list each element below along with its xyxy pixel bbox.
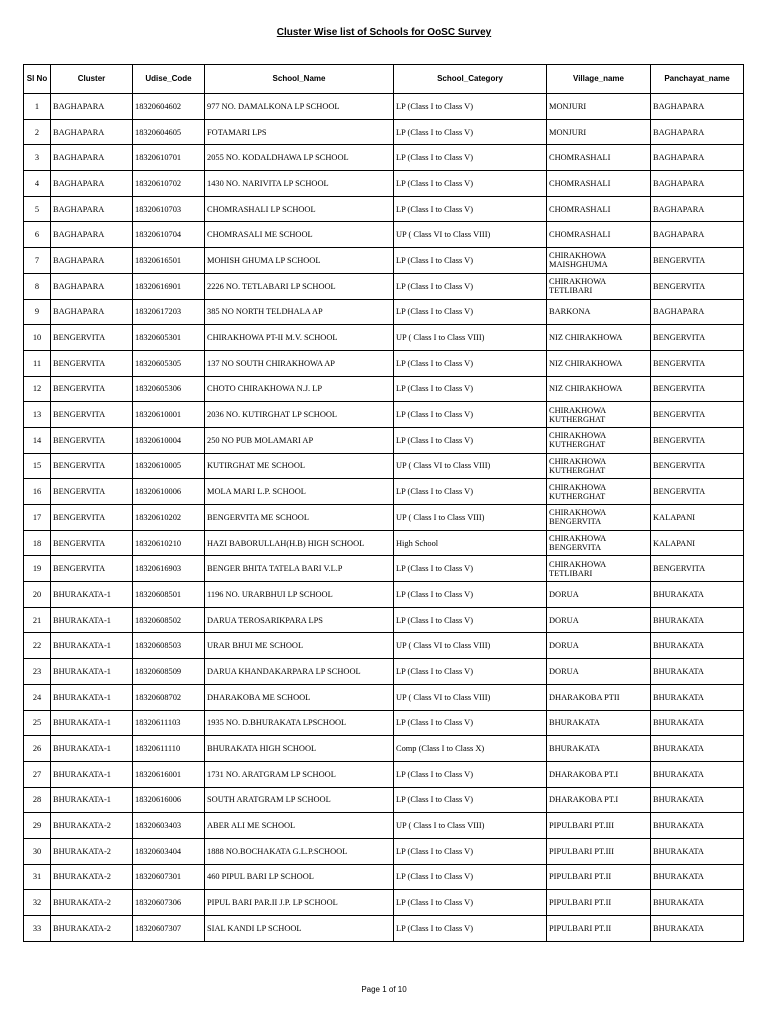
cell-school-category: UP ( Class I to Class VIII) (394, 505, 547, 531)
cell-cluster: BHURAKATA-1 (51, 607, 133, 633)
cell-school-category: LP (Class I to Class V) (394, 582, 547, 608)
cell-cluster: BHURAKATA-2 (51, 916, 133, 942)
cell-school-name: ABER ALI ME SCHOOL (205, 813, 394, 839)
cell-school-name: 1888 NO.BOCHAKATA G.L.P.SCHOOL (205, 838, 394, 864)
cell-sl-no: 13 (24, 402, 51, 428)
cell-panchayat-name: BAGHAPARA (651, 145, 744, 171)
cell-school-category: LP (Class I to Class V) (394, 761, 547, 787)
cell-cluster: BAGHAPARA (51, 145, 133, 171)
cell-school-category: LP (Class I to Class V) (394, 607, 547, 633)
cell-school-category: LP (Class I to Class V) (394, 196, 547, 222)
cell-udise-code: 18320610005 (133, 453, 205, 479)
cell-school-name: 137 NO SOUTH CHIRAKHOWA AP (205, 350, 394, 376)
cell-udise-code: 18320608509 (133, 659, 205, 685)
cell-sl-no: 14 (24, 427, 51, 453)
cell-panchayat-name: BENGERVITA (651, 427, 744, 453)
cell-school-category: LP (Class I to Class V) (394, 119, 547, 145)
cell-sl-no: 21 (24, 607, 51, 633)
cell-cluster: BHURAKATA-1 (51, 633, 133, 659)
cell-udise-code: 18320607307 (133, 916, 205, 942)
table-row (24, 248, 744, 274)
cell-udise-code: 18320616006 (133, 787, 205, 813)
cell-school-name: URAR BHUI ME SCHOOL (205, 633, 394, 659)
cell-panchayat-name: BHURAKATA (651, 582, 744, 608)
cell-school-name: 2055 NO. KODALDHAWA LP SCHOOL (205, 145, 394, 171)
document-title: Cluster Wise list of Schools for OoSC Survey (276, 27, 492, 38)
table-row (24, 119, 744, 145)
cell-sl-no: 32 (24, 890, 51, 916)
cell-panchayat-name: BHURAKATA (651, 761, 744, 787)
cell-cluster: BAGHAPARA (51, 94, 133, 120)
cell-school-name: KUTIRGHAT ME SCHOOL (205, 453, 394, 479)
cell-cluster: BAGHAPARA (51, 222, 133, 248)
cell-sl-no: 25 (24, 710, 51, 736)
cell-school-category: LP (Class I to Class V) (394, 350, 547, 376)
cell-udise-code: 18320616001 (133, 761, 205, 787)
cell-udise-code: 18320610704 (133, 222, 205, 248)
cell-village-name: NIZ CHIRAKHOWA (547, 376, 651, 402)
cell-panchayat-name: BENGERVITA (651, 402, 744, 428)
cell-school-name: 1196 NO. URARBHUI LP SCHOOL (205, 582, 394, 608)
table-row (24, 530, 744, 556)
cell-school-category: LP (Class I to Class V) (394, 376, 547, 402)
table-body (24, 94, 744, 942)
cell-village-name: CHIRAKHOWA MAISHGHUMA (547, 248, 651, 274)
cell-cluster: BENGERVITA (51, 325, 133, 351)
cell-panchayat-name: BHURAKATA (651, 659, 744, 685)
table-row (24, 813, 744, 839)
table-row (24, 402, 744, 428)
cell-village-name: MONJURI (547, 94, 651, 120)
cell-sl-no: 31 (24, 864, 51, 890)
header-cluster: Cluster (51, 65, 133, 94)
cell-panchayat-name: BENGERVITA (651, 453, 744, 479)
cell-sl-no: 26 (24, 736, 51, 762)
cell-school-name: 2036 NO. KUTIRGHAT LP SCHOOL (205, 402, 394, 428)
cell-panchayat-name: BHURAKATA (651, 838, 744, 864)
cell-sl-no: 12 (24, 376, 51, 402)
cell-school-category: LP (Class I to Class V) (394, 299, 547, 325)
cell-cluster: BHURAKATA-1 (51, 761, 133, 787)
cell-village-name: PIPULBARI PT.III (547, 813, 651, 839)
table-row (24, 299, 744, 325)
cell-sl-no: 6 (24, 222, 51, 248)
cell-udise-code: 18320608501 (133, 582, 205, 608)
cell-school-category: LP (Class I to Class V) (394, 890, 547, 916)
cell-cluster: BHURAKATA-2 (51, 864, 133, 890)
cell-school-name: SIAL KANDI LP SCHOOL (205, 916, 394, 942)
cell-cluster: BHURAKATA-1 (51, 710, 133, 736)
cell-school-category: UP ( Class I to Class VIII) (394, 813, 547, 839)
cell-udise-code: 18320610004 (133, 427, 205, 453)
cell-udise-code: 18320608702 (133, 684, 205, 710)
cell-sl-no: 4 (24, 171, 51, 197)
cell-panchayat-name: BHURAKATA (651, 607, 744, 633)
header-school-name: School_Name (205, 65, 394, 94)
cell-school-category: UP ( Class VI to Class VIII) (394, 453, 547, 479)
cell-udise-code: 18320610210 (133, 530, 205, 556)
cell-sl-no: 22 (24, 633, 51, 659)
cell-sl-no: 29 (24, 813, 51, 839)
cell-udise-code: 18320616901 (133, 273, 205, 299)
cell-village-name: DORUA (547, 582, 651, 608)
cell-village-name: CHOMRASHALI (547, 145, 651, 171)
cell-cluster: BHURAKATA-2 (51, 890, 133, 916)
cell-school-category: Comp (Class I to Class X) (394, 736, 547, 762)
table-row (24, 761, 744, 787)
table-row (24, 838, 744, 864)
cell-panchayat-name: BHURAKATA (651, 787, 744, 813)
cell-school-category: LP (Class I to Class V) (394, 659, 547, 685)
cell-cluster: BAGHAPARA (51, 196, 133, 222)
cell-sl-no: 27 (24, 761, 51, 787)
table-row (24, 505, 744, 531)
table-row (24, 479, 744, 505)
cell-village-name: PIPULBARI PT.II (547, 916, 651, 942)
cell-panchayat-name: KALAPANI (651, 530, 744, 556)
table-row (24, 633, 744, 659)
cell-udise-code: 18320608502 (133, 607, 205, 633)
cell-sl-no: 19 (24, 556, 51, 582)
cell-school-name: 2226 NO. TETLABARI LP SCHOOL (205, 273, 394, 299)
cell-panchayat-name: KALAPANI (651, 505, 744, 531)
cell-school-category: LP (Class I to Class V) (394, 248, 547, 274)
cell-school-category: UP ( Class VI to Class VIII) (394, 633, 547, 659)
cell-udise-code: 18320604602 (133, 94, 205, 120)
cell-village-name: NIZ CHIRAKHOWA (547, 350, 651, 376)
cell-village-name: DHARAKOBA PT.I (547, 787, 651, 813)
cell-school-name: PIPUL BARI PAR.II J.P. LP SCHOOL (205, 890, 394, 916)
cell-sl-no: 15 (24, 453, 51, 479)
cell-school-name: 1935 NO. D.BHURAKATA LPSCHOOL (205, 710, 394, 736)
cell-school-category: LP (Class I to Class V) (394, 916, 547, 942)
cell-village-name: CHIRAKHOWA KUTHERGHAT (547, 453, 651, 479)
cell-school-name: 1430 NO. NARIVITA LP SCHOOL (205, 171, 394, 197)
cell-school-name: 977 NO. DAMALKONA LP SCHOOL (205, 94, 394, 120)
cell-school-name: CHIRAKHOWA PT-II M.V. SCHOOL (205, 325, 394, 351)
cell-school-category: LP (Class I to Class V) (394, 171, 547, 197)
cell-panchayat-name: BENGERVITA (651, 248, 744, 274)
cell-sl-no: 28 (24, 787, 51, 813)
cell-school-name: HAZI BABORULLAH(H.B) HIGH SCHOOL (205, 530, 394, 556)
cell-udise-code: 18320603404 (133, 838, 205, 864)
cell-school-name: DHARAKOBA ME SCHOOL (205, 684, 394, 710)
cell-village-name: MONJURI (547, 119, 651, 145)
cell-sl-no: 2 (24, 119, 51, 145)
cell-panchayat-name: BENGERVITA (651, 273, 744, 299)
cell-panchayat-name: BHURAKATA (651, 916, 744, 942)
cell-cluster: BENGERVITA (51, 453, 133, 479)
cell-school-category: LP (Class I to Class V) (394, 94, 547, 120)
cell-panchayat-name: BHURAKATA (651, 633, 744, 659)
cell-sl-no: 5 (24, 196, 51, 222)
cell-cluster: BAGHAPARA (51, 273, 133, 299)
cell-village-name: CHOMRASHALI (547, 222, 651, 248)
cell-school-category: LP (Class I to Class V) (394, 402, 547, 428)
table-row (24, 556, 744, 582)
cell-udise-code: 18320610202 (133, 505, 205, 531)
cell-cluster: BAGHAPARA (51, 171, 133, 197)
cell-village-name: DHARAKOBA PTII (547, 684, 651, 710)
cell-panchayat-name: BAGHAPARA (651, 196, 744, 222)
cell-village-name: PIPULBARI PT.III (547, 838, 651, 864)
cell-school-name: 385 NO NORTH TELDHALA AP (205, 299, 394, 325)
table-row (24, 787, 744, 813)
cell-village-name: NIZ CHIRAKHOWA (547, 325, 651, 351)
cell-panchayat-name: BHURAKATA (651, 684, 744, 710)
cell-panchayat-name: BENGERVITA (651, 325, 744, 351)
cell-udise-code: 18320604605 (133, 119, 205, 145)
table-row (24, 659, 744, 685)
cell-cluster: BHURAKATA-2 (51, 838, 133, 864)
cell-udise-code: 18320610702 (133, 171, 205, 197)
cell-school-category: LP (Class I to Class V) (394, 710, 547, 736)
table-row (24, 273, 744, 299)
schools-table (23, 64, 744, 942)
page-number: Page 1 of 10 (361, 985, 407, 994)
cell-sl-no: 23 (24, 659, 51, 685)
cell-udise-code: 18320616501 (133, 248, 205, 274)
cell-school-category: LP (Class I to Class V) (394, 787, 547, 813)
cell-panchayat-name: BAGHAPARA (651, 222, 744, 248)
cell-school-category: UP ( Class VI to Class VIII) (394, 684, 547, 710)
cell-school-name: MOLA MARI L.P. SCHOOL (205, 479, 394, 505)
cell-village-name: CHIRAKHOWA KUTHERGHAT (547, 479, 651, 505)
cell-school-name: BHURAKATA HIGH SCHOOL (205, 736, 394, 762)
cell-village-name: DHARAKOBA PT.I (547, 761, 651, 787)
cell-school-name: SOUTH ARATGRAM LP SCHOOL (205, 787, 394, 813)
cell-sl-no: 1 (24, 94, 51, 120)
header-udise-code: Udise_Code (133, 65, 205, 94)
cell-village-name: PIPULBARI PT.II (547, 864, 651, 890)
cell-udise-code: 18320610701 (133, 145, 205, 171)
cell-udise-code: 18320611110 (133, 736, 205, 762)
cell-school-category: LP (Class I to Class V) (394, 427, 547, 453)
cell-cluster: BAGHAPARA (51, 299, 133, 325)
cell-cluster: BAGHAPARA (51, 248, 133, 274)
cell-cluster: BHURAKATA-1 (51, 736, 133, 762)
cell-udise-code: 18320603403 (133, 813, 205, 839)
cell-sl-no: 17 (24, 505, 51, 531)
table-row (24, 916, 744, 942)
cell-udise-code: 18320616903 (133, 556, 205, 582)
cell-sl-no: 8 (24, 273, 51, 299)
cell-school-name: 460 PIPUL BARI LP SCHOOL (205, 864, 394, 890)
table-row (24, 890, 744, 916)
table-row (24, 607, 744, 633)
table-row (24, 582, 744, 608)
cell-village-name: CHIRAKHOWA TETLIBARI (547, 556, 651, 582)
cell-cluster: BENGERVITA (51, 427, 133, 453)
cell-panchayat-name: BENGERVITA (651, 350, 744, 376)
cell-school-category: UP ( Class I to Class VIII) (394, 325, 547, 351)
cell-school-name: DARUA TEROSARIKPARA LPS (205, 607, 394, 633)
cell-school-name: MOHISH GHUMA LP SCHOOL (205, 248, 394, 274)
cell-panchayat-name: BENGERVITA (651, 479, 744, 505)
cell-udise-code: 18320617203 (133, 299, 205, 325)
cell-school-name: CHOMRASALI ME SCHOOL (205, 222, 394, 248)
cell-cluster: BENGERVITA (51, 479, 133, 505)
cell-udise-code: 18320605306 (133, 376, 205, 402)
cell-village-name: PIPULBARI PT.II (547, 890, 651, 916)
cell-school-name: DARUA KHANDAKARPARA LP SCHOOL (205, 659, 394, 685)
cell-panchayat-name: BAGHAPARA (651, 94, 744, 120)
table-row (24, 864, 744, 890)
cell-sl-no: 24 (24, 684, 51, 710)
cell-school-name: 250 NO PUB MOLAMARI AP (205, 427, 394, 453)
cell-village-name: CHIRAKHOWA KUTHERGHAT (547, 427, 651, 453)
cell-school-name: BENGER BHITA TATELA BARI V.L.P (205, 556, 394, 582)
cell-panchayat-name: BAGHAPARA (651, 171, 744, 197)
table-row (24, 222, 744, 248)
table-header-row (24, 65, 744, 94)
cell-village-name: CHIRAKHOWA KUTHERGHAT (547, 402, 651, 428)
cell-school-category: High School (394, 530, 547, 556)
cell-village-name: DORUA (547, 607, 651, 633)
cell-panchayat-name: BHURAKATA (651, 890, 744, 916)
cell-school-category: LP (Class I to Class V) (394, 864, 547, 890)
cell-sl-no: 11 (24, 350, 51, 376)
table-row (24, 94, 744, 120)
cell-school-name: BENGERVITA ME SCHOOL (205, 505, 394, 531)
cell-cluster: BENGERVITA (51, 505, 133, 531)
cell-school-category: LP (Class I to Class V) (394, 479, 547, 505)
cell-sl-no: 30 (24, 838, 51, 864)
cell-school-name: FOTAMARI LPS (205, 119, 394, 145)
cell-udise-code: 18320607306 (133, 890, 205, 916)
cell-cluster: BAGHAPARA (51, 119, 133, 145)
cell-sl-no: 9 (24, 299, 51, 325)
cell-school-category: LP (Class I to Class V) (394, 273, 547, 299)
table-row (24, 684, 744, 710)
cell-panchayat-name: BAGHAPARA (651, 119, 744, 145)
cell-cluster: BHURAKATA-1 (51, 787, 133, 813)
cell-cluster: BHURAKATA-1 (51, 582, 133, 608)
cell-udise-code: 18320605301 (133, 325, 205, 351)
cell-village-name: CHOMRASHALI (547, 196, 651, 222)
cell-sl-no: 16 (24, 479, 51, 505)
cell-sl-no: 10 (24, 325, 51, 351)
table-row (24, 145, 744, 171)
cell-village-name: CHIRAKHOWA TETLIBARI (547, 273, 651, 299)
cell-school-category: UP ( Class VI to Class VIII) (394, 222, 547, 248)
cell-sl-no: 3 (24, 145, 51, 171)
table-row (24, 196, 744, 222)
table-row (24, 736, 744, 762)
cell-village-name: DORUA (547, 633, 651, 659)
cell-cluster: BENGERVITA (51, 556, 133, 582)
cell-sl-no: 7 (24, 248, 51, 274)
cell-udise-code: 18320611103 (133, 710, 205, 736)
cell-panchayat-name: BENGERVITA (651, 556, 744, 582)
cell-udise-code: 18320607301 (133, 864, 205, 890)
cell-village-name: DORUA (547, 659, 651, 685)
cell-panchayat-name: BHURAKATA (651, 864, 744, 890)
table-row (24, 453, 744, 479)
cell-village-name: BHURAKATA (547, 710, 651, 736)
table-row (24, 376, 744, 402)
cell-village-name: BARKONA (547, 299, 651, 325)
cell-cluster: BENGERVITA (51, 530, 133, 556)
cell-school-name: CHOMRASHALI LP SCHOOL (205, 196, 394, 222)
cell-school-category: LP (Class I to Class V) (394, 838, 547, 864)
cell-sl-no: 20 (24, 582, 51, 608)
cell-village-name: BHURAKATA (547, 736, 651, 762)
cell-panchayat-name: BHURAKATA (651, 710, 744, 736)
cell-village-name: CHOMRASHALI (547, 171, 651, 197)
cell-cluster: BHURAKATA-2 (51, 813, 133, 839)
header-panchayat-name: Panchayat_name (651, 65, 744, 94)
cell-cluster: BENGERVITA (51, 350, 133, 376)
cell-udise-code: 18320610006 (133, 479, 205, 505)
cell-cluster: BENGERVITA (51, 402, 133, 428)
header-sl-no: Sl No (24, 65, 51, 94)
cell-school-category: LP (Class I to Class V) (394, 145, 547, 171)
table-row (24, 325, 744, 351)
cell-sl-no: 18 (24, 530, 51, 556)
cell-panchayat-name: BENGERVITA (651, 376, 744, 402)
cell-udise-code: 18320610001 (133, 402, 205, 428)
table-row (24, 427, 744, 453)
cell-panchayat-name: BHURAKATA (651, 813, 744, 839)
table-row (24, 710, 744, 736)
header-village-name: Village_name (547, 65, 651, 94)
cell-school-name: CHOTO CHIRAKHOWA N.J. LP (205, 376, 394, 402)
cell-cluster: BHURAKATA-1 (51, 659, 133, 685)
cell-udise-code: 18320605305 (133, 350, 205, 376)
table-row (24, 171, 744, 197)
cell-village-name: CHIRAKHOWA BENGERVITA (547, 530, 651, 556)
cell-school-category: LP (Class I to Class V) (394, 556, 547, 582)
header-school-category: School_Category (394, 65, 547, 94)
cell-panchayat-name: BAGHAPARA (651, 299, 744, 325)
cell-udise-code: 18320608503 (133, 633, 205, 659)
cell-village-name: CHIRAKHOWA BENGERVITA (547, 505, 651, 531)
cell-cluster: BHURAKATA-1 (51, 684, 133, 710)
cell-panchayat-name: BHURAKATA (651, 736, 744, 762)
cell-cluster: BENGERVITA (51, 376, 133, 402)
table-row (24, 350, 744, 376)
cell-udise-code: 18320610703 (133, 196, 205, 222)
cell-school-name: 1731 NO. ARATGRAM LP SCHOOL (205, 761, 394, 787)
cell-sl-no: 33 (24, 916, 51, 942)
